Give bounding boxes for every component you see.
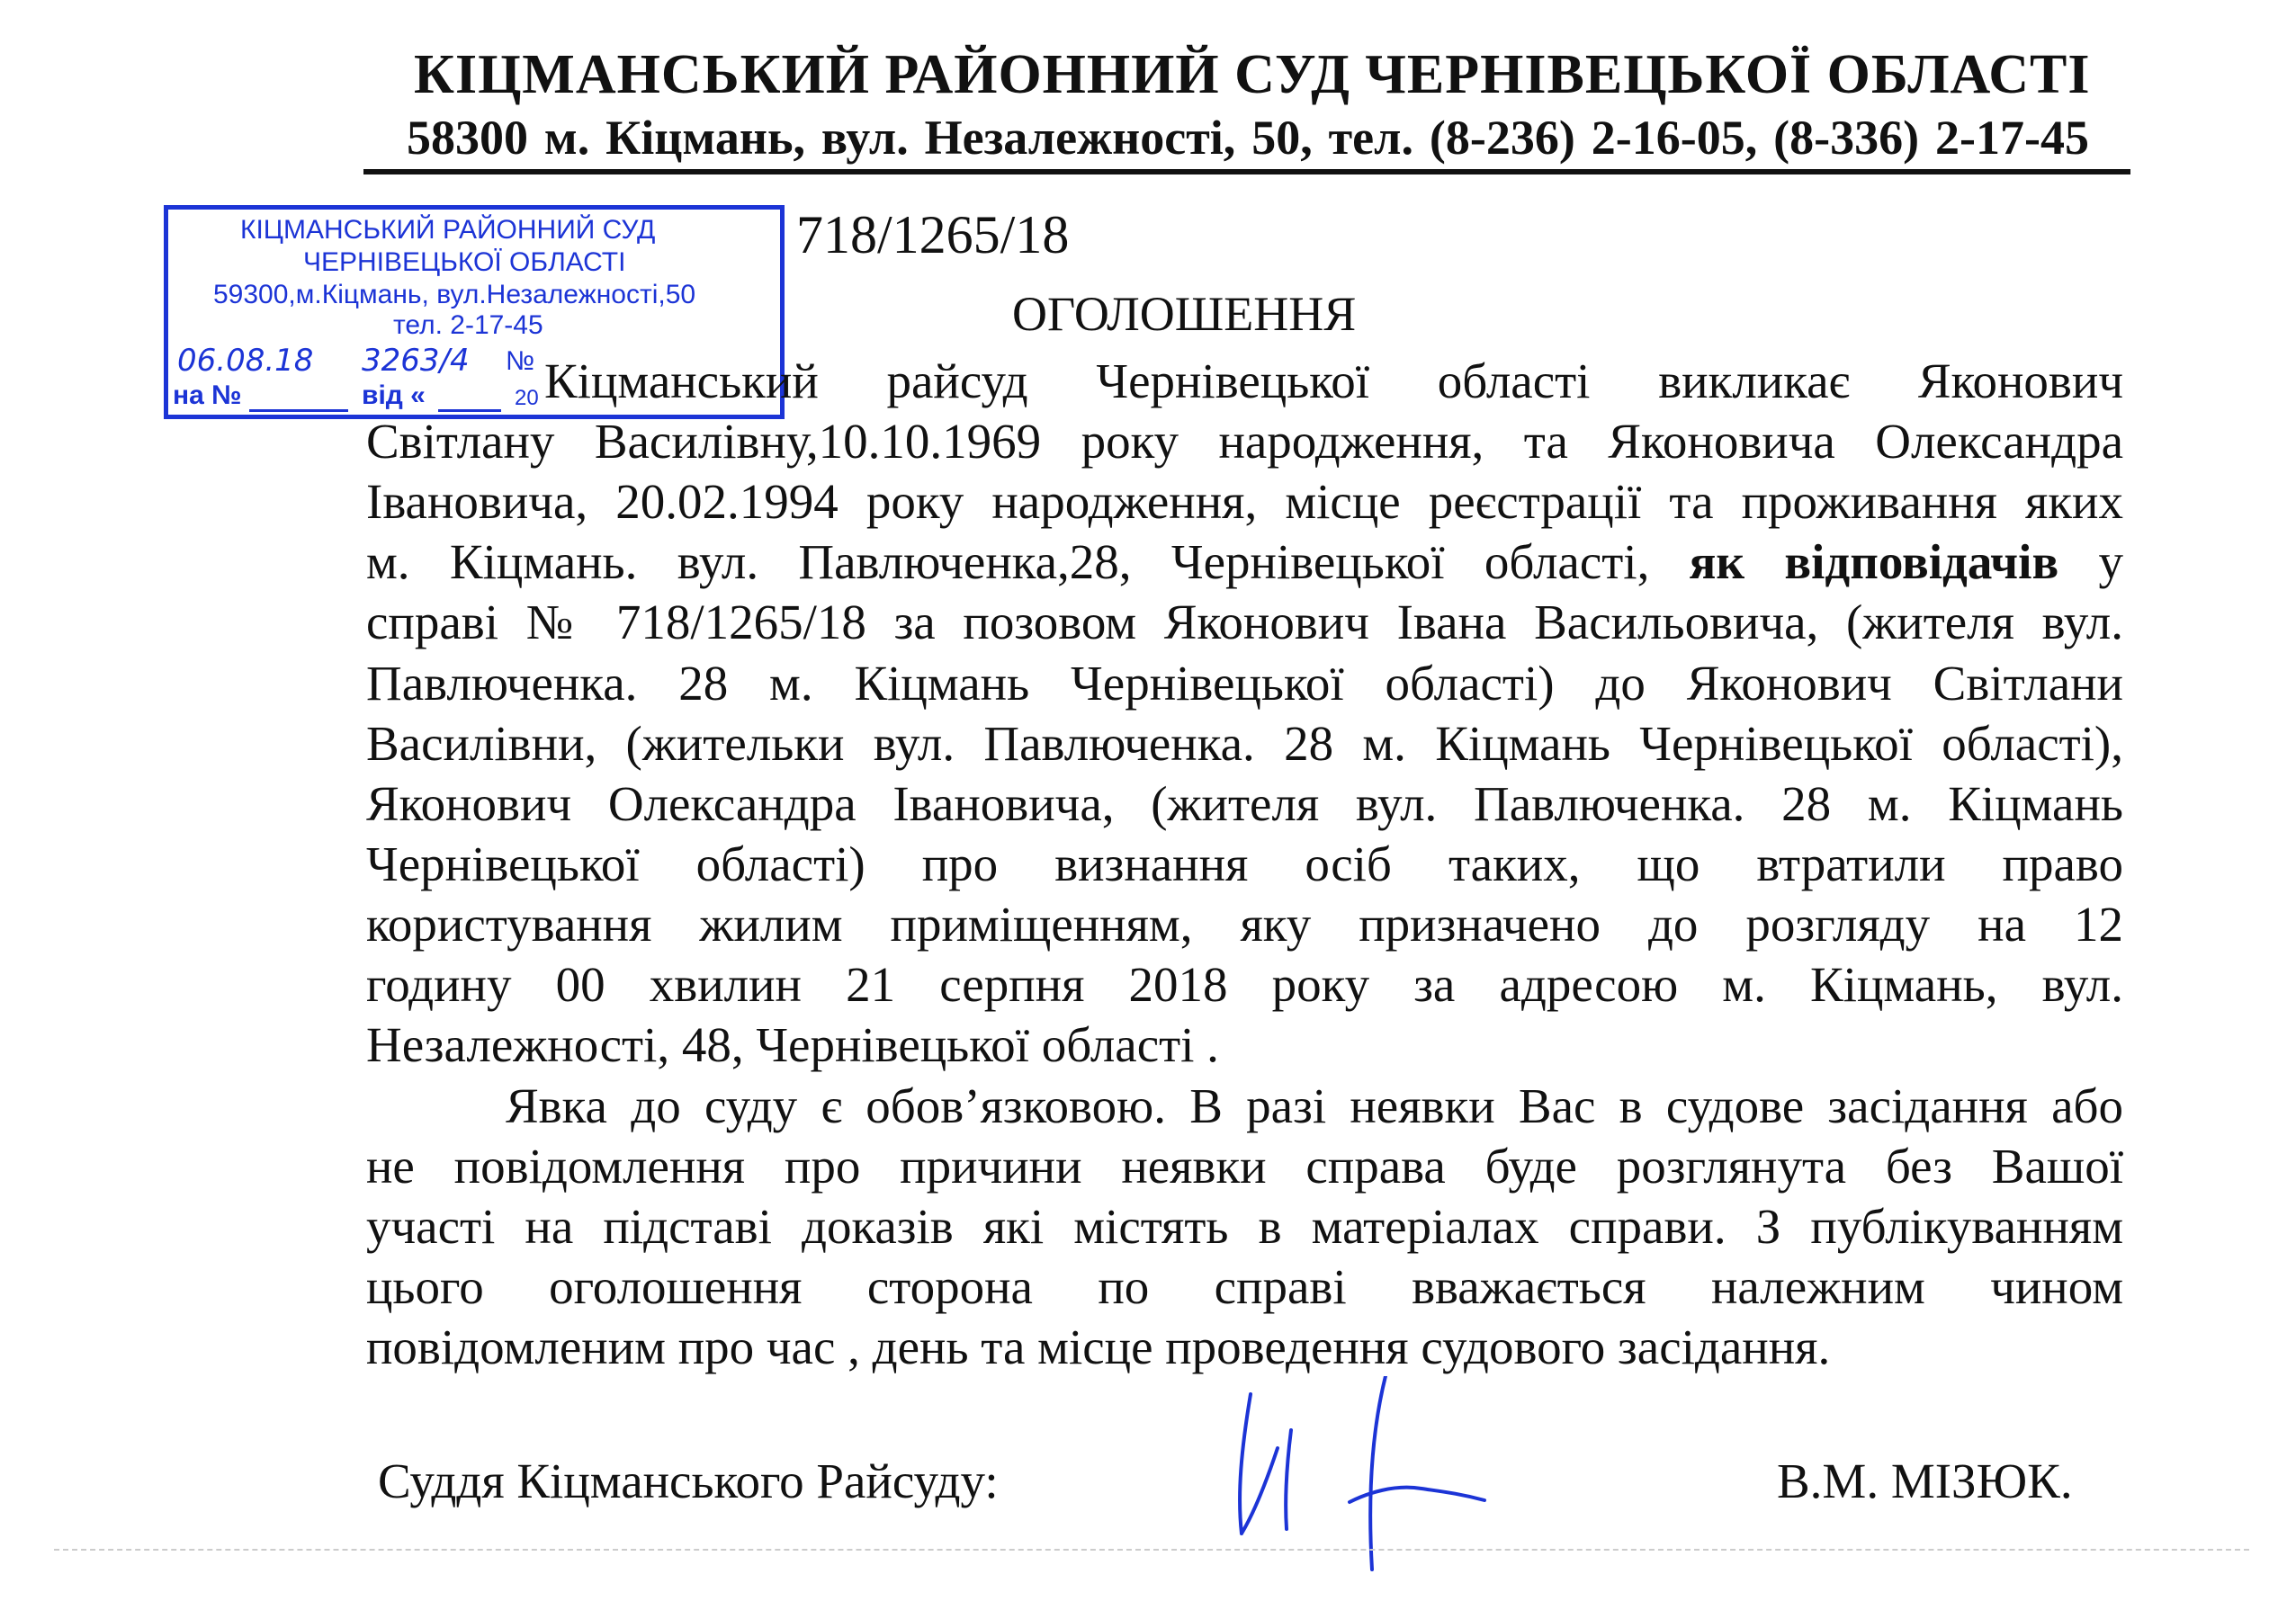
body-line: Кіцманський райсуд Чернівецької області викликає Яконович <box>544 353 2123 408</box>
body-line: Світлану Василівну,10.10.1969 року народження, та Яконовича Олександра <box>366 414 2123 469</box>
stamp-year-mark: 20 <box>515 386 539 410</box>
stamp-line-2: ЧЕРНІВЕЦЬКОЇ ОБЛАСТІ <box>303 247 626 277</box>
body-line: Яконович Олександра Івановича, (жителя вул. Павлюченка. 28 м. Кіцмань <box>366 776 2123 831</box>
stamp-line-1: КІЦМАНСЬКИЙ РАЙОННИЙ СУД <box>240 215 656 245</box>
body-line: Незалежності, 48, Чернівецької області . <box>366 1017 1219 1072</box>
stamp-handwritten-date: 06.08.18 <box>177 343 314 379</box>
body-line: годину 00 хвилин 21 серпня 2018 року за адресою м. Кіцмань, вул. <box>366 957 2123 1012</box>
body-text: м. Кіцмань. вул. Павлюченка,28, Чернівецької області, <box>366 534 1690 589</box>
body-line: Василівни, (жительки вул. Павлюченка. 28 м. Кіцмань Чернівецької області), <box>366 716 2123 771</box>
stamp-line-3: 59300,м.Кіцмань, вул.Незалежності,50 <box>213 280 696 309</box>
body-line: Павлюченка. 28 м. Кіцмань Чернівецької області) до Яконович Світлани <box>366 656 2123 711</box>
body-line: користування жилим приміщенням, яку призначено до розгляду на 12 <box>366 897 2123 952</box>
document-heading: ОГОЛОШЕННЯ <box>1012 287 1357 341</box>
judge-signature <box>1215 1376 1556 1574</box>
stamp-underline-2 <box>438 409 501 412</box>
body-line: Івановича, 20.02.1994 року народження, місце реєстрації та проживання яких <box>366 474 2123 529</box>
body-line-with-bold <box>366 533 2123 591</box>
stamp-handwritten-number: 3263/4 <box>362 343 470 379</box>
court-title: КІЦМАНСЬКИЙ РАЙОННИЙ СУД ЧЕРНІВЕЦЬКОЇ ОБЛАСТІ <box>414 44 2091 105</box>
stamp-underline-1 <box>249 409 348 412</box>
body-line: повідомленим про час , день та місце проведення судового засідання. <box>366 1319 1831 1374</box>
body-line: Явка до суду є обов’язковою. В разі неявки Вас в судове засідання або <box>506 1078 2123 1133</box>
page-edge-line <box>54 1549 2249 1551</box>
header-divider <box>363 169 2130 174</box>
judge-label: Суддя Кіцманського Райсуду: <box>378 1453 999 1508</box>
body-line: справі № 718/1265/18 за позовом Яконович Івана Васильовича, (жителя вул. <box>366 595 2123 649</box>
body-line: участі на підставі доказів які містять в матеріалах справи. З публікуванням <box>366 1199 2123 1254</box>
stamp-line-4: тел. 2-17-45 <box>393 310 543 340</box>
body-line: цього оголошення сторона по справі вважається належним чином <box>366 1259 2123 1314</box>
case-number: 718/1265/18 <box>796 205 1070 264</box>
court-address: 58300 м. Кіцмань, вул. Незалежності, 50, тел. (8-236) 2-16-05, (8-336) 2-17-45 <box>407 111 2089 165</box>
stamp-no-mark: № <box>506 346 535 376</box>
stamp-na-no: на № <box>173 380 242 410</box>
judge-name: В.М. МІЗЮК. <box>1777 1453 2073 1508</box>
bold-respondents: як відповідачів <box>1689 534 2059 589</box>
stamp-vid: від « <box>362 380 426 410</box>
body-line: Чернівецької області) про визнання осіб таких, що втратили право <box>366 836 2123 891</box>
body-text: у <box>2058 534 2124 589</box>
body-line: не повідомлення про причини неявки справа буде розглянута без Вашої <box>366 1139 2123 1194</box>
